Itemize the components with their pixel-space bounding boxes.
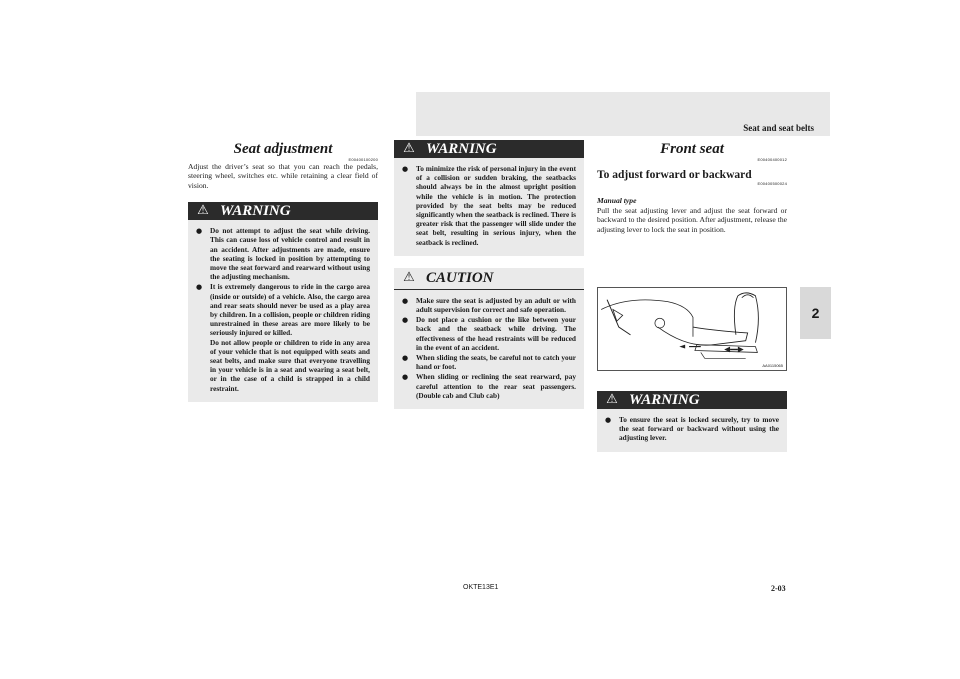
bullet-icon: ●: [196, 283, 203, 292]
caution-item: ● Do not place a cushion or the like between your back and the seatback while driving. The effectiveness of the head restraints will be reduced in the event of an accident.: [402, 315, 576, 352]
chapter-tab: 2: [800, 287, 831, 339]
caution-item: ● Make sure the seat is adjusted by an adult or with adult supervision for correct and safe operation.: [402, 295, 576, 315]
warning-box: [188, 202, 378, 402]
bullet-icon: ●: [402, 165, 409, 173]
bullet-icon: ●: [402, 373, 409, 382]
figure-code: AA0115065: [762, 363, 783, 368]
manual-type-label: Manual type: [597, 196, 637, 205]
caution-triangle-icon: ⚠: [403, 270, 415, 286]
subheading-code: E00400500024: [757, 181, 787, 186]
intro-paragraph: Adjust the driver’s seat so that you can reach the pedals, steering wheel, switches etc. while retaining a clear field of vision.: [188, 162, 378, 190]
warning-box: [597, 391, 787, 452]
caution-header: [394, 268, 584, 290]
caution-list: [394, 290, 584, 400]
section-title: Seat adjustment: [233, 141, 333, 157]
column-front-seat: [597, 140, 787, 234]
caution-box: [394, 268, 584, 409]
warning-label: WARNING: [220, 202, 291, 219]
section-header: Seat and seat belts: [743, 123, 814, 133]
page-number: 2-03: [771, 584, 786, 593]
instruction-paragraph: Pull the seat adjusting lever and adjust the seat forward or backward to the desired position. After adjustment, release the adjusting lever to lock the seat in position.: [597, 206, 787, 234]
section-code: E00400400012: [757, 157, 787, 162]
seat-drawing: [598, 288, 786, 370]
warning-triangle-icon: ⚠: [606, 392, 618, 407]
warning-label: WARNING: [426, 140, 497, 157]
subheading: To adjust forward or backward: [597, 169, 752, 181]
bullet-icon: ●: [402, 316, 409, 325]
warning-list: [394, 158, 584, 247]
warning-item: ● To ensure the seat is locked securely, try to move the seat forward or backward without using the adjusting lever.: [605, 415, 779, 443]
warning-header: [394, 140, 584, 158]
section-code: E00400100200: [348, 157, 378, 162]
section-title: Front seat: [660, 141, 724, 157]
warning-item: ● To minimize the risk of personal injury in the event of a collision or sudden braking, the seatbacks should always be in the almost upright position while the vehicle is in motion. The protection provided by the seat belts may be reduced significantly when the seatback is reclined. There is greater risk that the passenger will slide under the seat belt, resulting in serious injury, when the seatback is reclined.: [402, 164, 576, 247]
caution-item: ● When sliding or reclining the seat rearward, pay careful attention to the rear seat passengers. (Double cab and Club cab): [402, 372, 576, 400]
caution-item: ● When sliding the seats, be careful not to catch your hand or foot.: [402, 353, 576, 372]
warning-box: [394, 140, 584, 256]
column-front-seat-warning: [597, 391, 787, 452]
warning-item: ● Do not attempt to adjust the seat while driving. This can cause loss of vehicle control and result in an accident. After adjustments are made, ensure the seating is locked in position by attempting to move the seat forward and rearward without using the adjusting mechanism.: [196, 226, 370, 282]
bullet-icon: ●: [402, 296, 409, 305]
warning-label: WARNING: [629, 391, 700, 408]
warning-list: [597, 409, 787, 443]
column-seat-adjustment: [188, 140, 378, 402]
warning-header: [188, 202, 378, 220]
document-code: OKTE13E1: [463, 584, 499, 591]
warning-list: [188, 220, 378, 393]
bullet-icon: ●: [605, 416, 612, 424]
warning-item: ● It is extremely dangerous to ride in the cargo area (inside or outside) of a vehicle. Also, the cargo area and rear seats should never be used as a play area by children. In a collision, people or children riding unrestrained in these areas are more likely to be seriously injured or killed. Do not allow people or children to ride in any area of your vehicle that is not equipped with seats and seat belts, and make sure that everyone travelling in your vehicle is in a seat and wearing a seat belt, or in the case of a child is strapped in a child restraint.: [196, 282, 370, 393]
warning-extra: Do not allow people or children to ride in any area of your vehicle that is not equipped with seats and seat belts, and make sure that everyone travelling in your vehicle is in a seat and wearing a seat belt, or in the case of a child is strapped in a child restraint.: [210, 337, 370, 393]
warning-triangle-icon: ⚠: [197, 203, 209, 219]
warning-header: [597, 391, 787, 409]
bullet-icon: ●: [196, 227, 203, 236]
caution-label: CAUTION: [426, 269, 494, 286]
seat-illustration: [597, 287, 787, 371]
warning-triangle-icon: ⚠: [403, 141, 415, 156]
column-warnings: [394, 140, 584, 409]
bullet-icon: ●: [402, 354, 409, 363]
